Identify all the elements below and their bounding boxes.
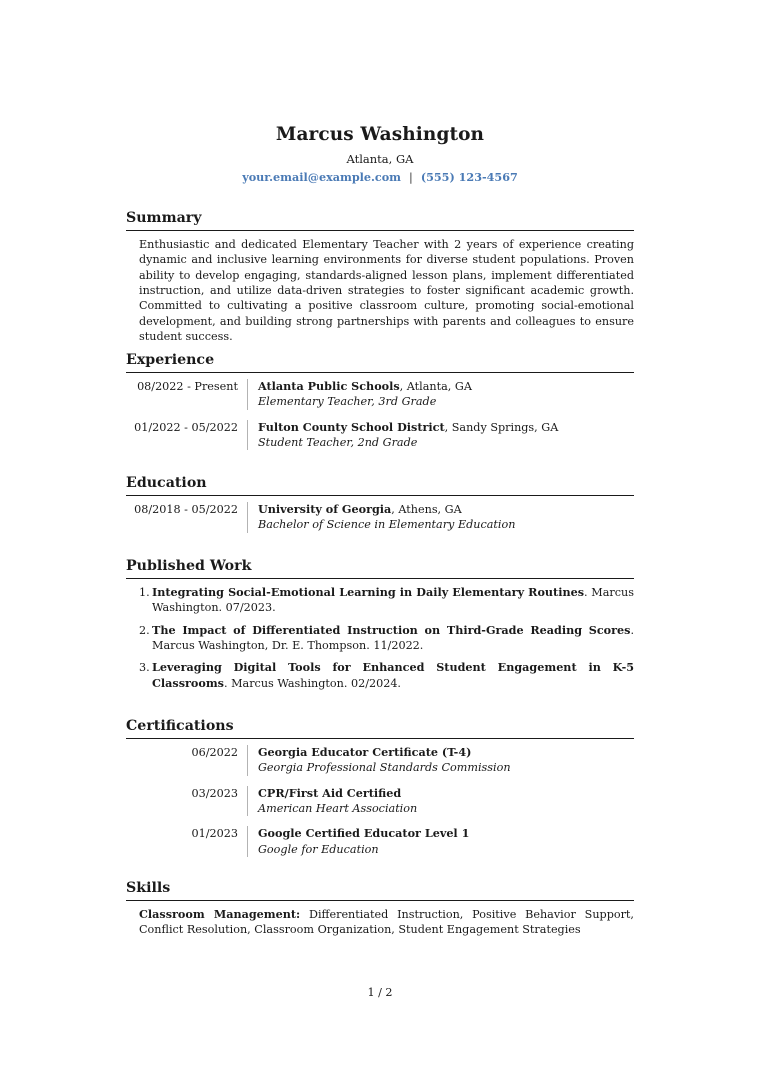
section-title-skills: Skills <box>126 879 634 901</box>
skill-list: Differentiated Instruction, Positive Behavior Support, Conflict Resolution, Classroom Organization, Student Engagement Strategies <box>139 907 634 937</box>
certification-name: Google Certified Educator Level 1 <box>258 826 470 841</box>
candidate-name: Marcus Washington <box>275 124 485 145</box>
certification-entry <box>126 826 634 857</box>
publication-number: 3. <box>139 661 150 675</box>
certification-entry <box>126 786 634 817</box>
certification-issuer: American Heart Association <box>258 801 418 815</box>
certification-name: Georgia Educator Certificate (T-4) <box>258 744 472 759</box>
publications-section <box>126 557 634 698</box>
section-title-summary: Summary <box>126 209 634 231</box>
education-section <box>126 474 634 543</box>
section-title-certifications: Certifications <box>126 717 634 739</box>
entry-location: , Atlanta, GA <box>399 379 472 393</box>
entry-organization: Atlanta Public Schools <box>258 378 400 393</box>
certification-name: CPR/First Aid Certified <box>258 785 402 800</box>
contact-separator: | <box>409 171 413 185</box>
publication-title: The Impact of Differentiated Instruction on Third-Grade Reading Scores <box>152 622 631 637</box>
email-link[interactable]: your.email@example.com <box>242 170 402 185</box>
summary-text: Enthusiastic and dedicated Elementary Teacher with 2 years of experience creating dynamic and inclusive learning environments for diverse student populations. Proven ability to develop engaging, standards-aligned lesson plans, implement differentiated instruction, and utilize data-driven strategies to foster significant academic growth. Committed to cultivating a positive classroom culture, promoting social-emotional development, and building strong partnerships with parents and colleagues to ensure student success. <box>139 237 634 344</box>
entry-date: 08/2022 - Present <box>137 379 238 393</box>
entry-organization: Fulton County School District <box>258 419 445 434</box>
entry-organization: University of Georgia <box>258 501 392 516</box>
resume-header <box>0 122 760 186</box>
publication-details: . Marcus Washington, Dr. E. Thompson. 11/2022. <box>152 623 634 652</box>
summary-section <box>126 209 634 345</box>
contact-line <box>0 170 760 185</box>
skills-section <box>126 879 634 938</box>
publication-number: 1. <box>139 585 150 599</box>
entry-date: 06/2022 <box>191 745 238 759</box>
publication-title: Integrating Social-Emotional Learning in Daily Elementary Routines <box>152 584 585 599</box>
certifications-section <box>126 717 634 867</box>
publication-item <box>139 623 634 654</box>
phone-link[interactable]: (555) 123-4567 <box>420 170 518 185</box>
publication-item <box>139 660 634 691</box>
publication-details: . Marcus Washington. 02/2024. <box>223 676 401 690</box>
certification-issuer: Google for Education <box>258 842 379 856</box>
certification-entry <box>126 745 634 776</box>
entry-date: 01/2022 - 05/2022 <box>134 420 238 434</box>
publication-item <box>139 585 634 616</box>
experience-section <box>126 351 634 460</box>
section-title-education: Education <box>126 474 634 496</box>
entry-date: 08/2018 - 05/2022 <box>134 502 238 516</box>
education-entry <box>126 502 634 533</box>
entry-location: , Sandy Springs, GA <box>444 420 559 434</box>
publication-details: . Marcus Washington. 07/2023. <box>152 585 634 615</box>
page-number: 1 / 2 <box>367 986 393 999</box>
entry-role: Elementary Teacher, 3rd Grade <box>258 395 437 409</box>
entry-date: 03/2023 <box>191 786 238 800</box>
entry-role: Student Teacher, 2nd Grade <box>258 435 418 449</box>
experience-entry <box>126 379 634 410</box>
certification-issuer: Georgia Professional Standards Commission <box>258 761 511 775</box>
candidate-location: Atlanta, GA <box>346 151 414 166</box>
section-title-experience: Experience <box>126 351 634 373</box>
entry-degree: Bachelor of Science in Elementary Education <box>258 518 516 532</box>
publication-number: 2. <box>139 623 150 637</box>
skills-text <box>139 907 634 938</box>
experience-entry <box>126 420 634 451</box>
publication-title: Leveraging Digital Tools for Enhanced Student Engagement in K-5 Classrooms <box>152 660 634 690</box>
section-title-publications: Published Work <box>126 557 634 579</box>
entry-location: , Athens, GA <box>391 502 462 516</box>
entry-date: 01/2023 <box>191 827 238 841</box>
skill-category-label: Classroom Management: <box>139 906 301 921</box>
